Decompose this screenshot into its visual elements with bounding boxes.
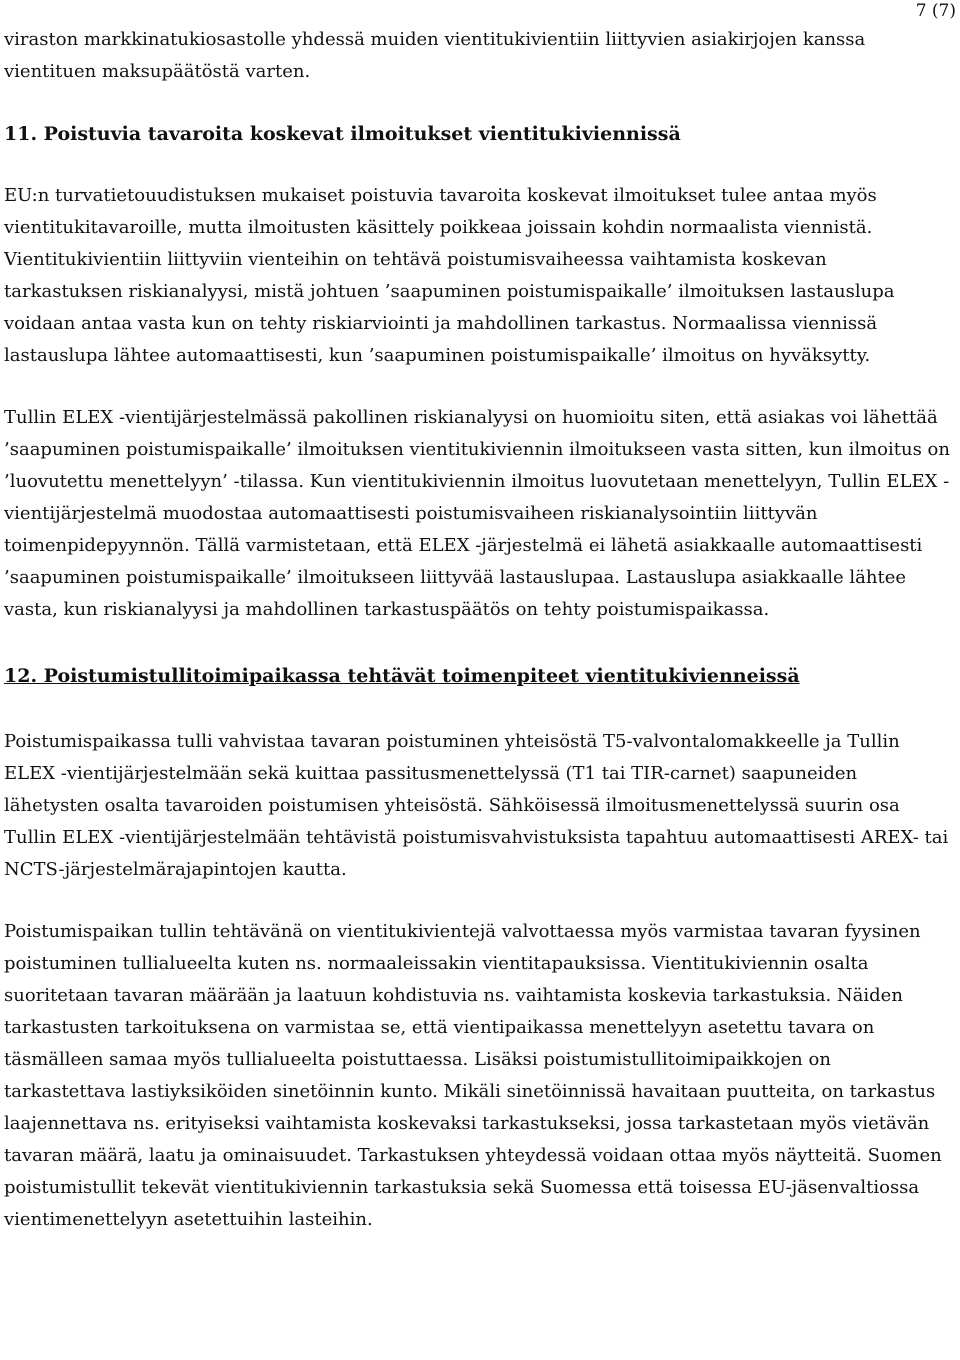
section-12-paragraph-2: Poistumispaikan tullin tehtävänä on vientitukivientejä valvottaessa myös varmistaa tavaran fyysinen poistuminen tullialueelta kuten ns. normaaleissakin vientitapauksissa. Vientitukiviennin osalta suoritetaan tavaran määrään ja laatuun kohdistuvia ns. vaihtamista koskevia tarkastuksia. Näiden tarkastusten tarkoituksena on varmistaa se, että vientipaikassa menettelyyn asetettu tavara on täsmälleen samaa myös tullialueelta poistuttaessa. Lisäksi poistumistullitoimipaikkojen on tarkastettava lastiyksiköiden sinetöinnin kunto. Mikäli sinetöinnissä havaitaan puutteita, on tarkastus laajennettava ns. erityiseksi vaihtamista koskevaksi tarkastukseksi, jossa tarkastetaan myös vietävän tavaran määrä, laatu ja ominaisuudet. Tarkastuksen yhteydessä voidaan ottaa myös näytteitä. Suomen poistumistullit tekevät vientitukiviennin tarkastuksia sekä Suomessa että toisessa EU-jäsenvaltiossa vientimenettelyyn asetettuihin lasteihin. [4, 921, 942, 1230]
section-12-heading: 12. Poistumistullitoimipaikassa tehtävät toimenpiteet vientitukivienneissä [4, 665, 800, 687]
document-body [4, 24, 950, 1236]
section-11-paragraph-1: EU:n turvatietouudistuksen mukaiset poistuvia tavaroita koskevat ilmoitukset tulee antaa myös vientitukitavaroille, mutta ilmoitusten käsittely poikkeaa joissain kohdin normaalista viennistä. Vientitukivientiin liittyviin vienteihin on tehtävä poistumisvaiheessa vaihtamista koskevan tarkastuksen riskianalyysi, mistä johtuen ’saapuminen poistumispaikalle’ ilmoituksen lastauslupa voidaan antaa vasta kun on tehty riskiarviointi ja mahdollinen tarkastus. Normaalissa viennissä lastauslupa lähtee automaattisesti, kun ’saapuminen poistumispaikalle’ ilmoitus on hyväksytty. [4, 185, 895, 366]
intro-paragraph: viraston markkinatukiosastolle yhdessä muiden vientitukivientiin liittyvien asiakirjojen kanssa vientituen maksupäätöstä varten. [4, 29, 866, 82]
section-12-paragraph-1: Poistumispaikassa tulli vahvistaa tavaran poistuminen yhteisöstä T5-valvontalomakkeelle ja Tullin ELEX -vientijärjestelmään sekä kuittaa passitusmenettelyssä (T1 tai TIR-carnet) saapuneiden lähetysten osalta tavaroiden poistumisen yhteisöstä. Sähköisessä ilmoitusmenettelyssä suurin osa Tullin ELEX -vientijärjestelmään tehtävistä poistumisvahvistuksista tapahtuu automaattisesti AREX- tai NCTS-järjestelmärajapintojen kautta. [4, 731, 949, 880]
section-11-heading: 11. Poistuvia tavaroita koskevat ilmoitukset vientitukiviennissä [4, 123, 681, 145]
page-number: 7 (7) [915, 1, 956, 21]
section-11-paragraph-2: Tullin ELEX -vientijärjestelmässä pakollinen riskianalyysi on huomioitu siten, että asiakas voi lähettää ’saapuminen poistumispaikalle’ ilmoituksen vientitukiviennin ilmoitukseen vasta sitten, kun ilmoitus on ’luovutettu menettelyyn’ -tilassa. Kun vientitukiviennin ilmoitus luovutetaan menettelyyn, Tullin ELEX -vientijärjestelmä muodostaa automaattisesti poistumisvaiheen riskianalysointiin liittyvän toimenpidepyynnön. Tällä varmistetaan, että ELEX -järjestelmä ei lähetä asiakkaalle automaattisesti ’saapuminen poistumispaikalle’ ilmoitukseen liittyvää lastauslupaa. Lastauslupa asiakkaalle lähtee vasta, kun riskianalyysi ja mahdollinen tarkastuspäätös on tehty poistumispaikassa. [4, 407, 950, 620]
